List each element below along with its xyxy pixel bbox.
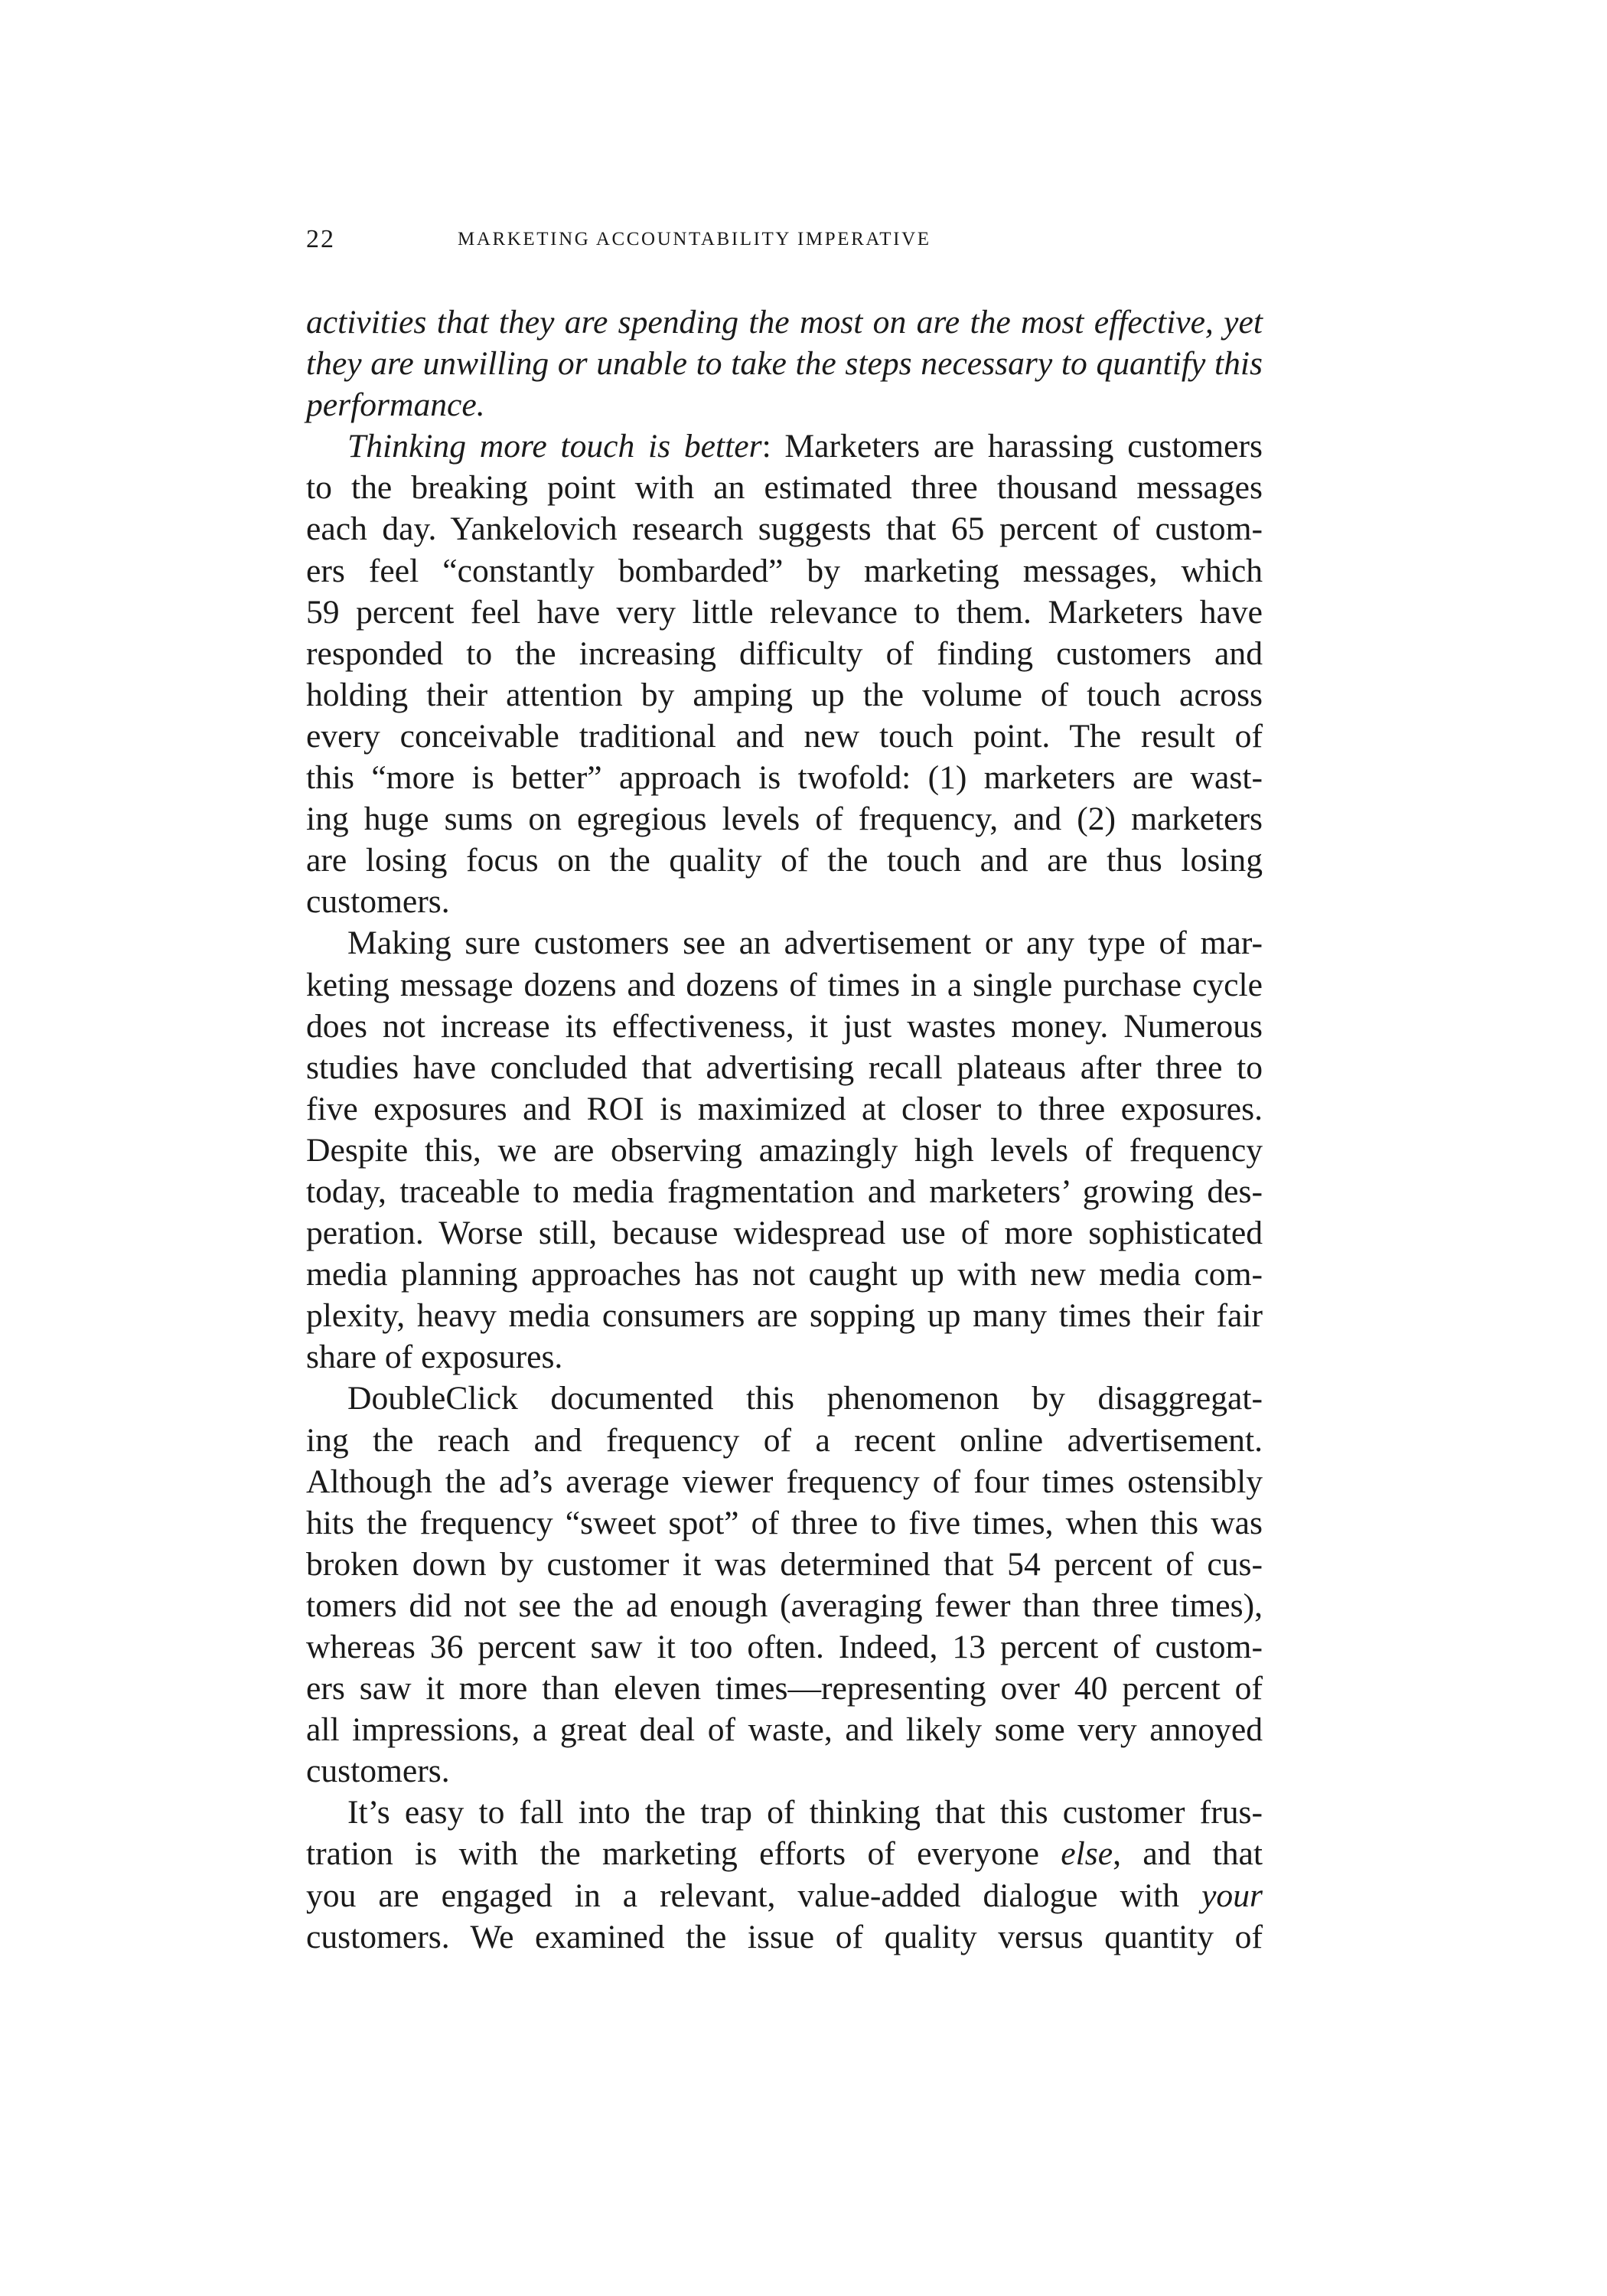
text-line: Despite this, we are observing amazingly high levels of frequency [306,1131,1263,1169]
text-line [306,1833,1263,1874]
text-run: you are engaged in a relevant, value-added dialogue with [306,1877,1202,1914]
text-line: broken down by customer it was determined that 54 percent of cus- [306,1545,1263,1583]
paragraph-3 [306,922,1263,1378]
text-line: customers. [306,1753,450,1790]
text-line: each day. Yankelovich research suggests that 65 percent of custom- [306,510,1263,548]
text-line: activities that they are spending the most on are the most effective, yet [306,304,1263,341]
text-line: plexity, heavy media consumers are sopping up many times their fair [306,1297,1263,1335]
text-line [306,426,1263,467]
text-line: to the breaking point with an estimated three thousand messages [306,469,1263,507]
text-line: customers. We examined the issue of quality versus quantity of [306,1918,1263,1955]
text-line: five exposures and ROI is maximized at closer to three exposures. [306,1090,1263,1127]
text-line: share of exposures. [306,1339,563,1376]
page-number: 22 [306,225,335,253]
emphasis: your [1201,1877,1263,1914]
paragraph-5 [306,1792,1263,1957]
text-line: ers saw it more than eleven times—representing over 40 percent of [306,1670,1263,1707]
text-line: they are unwilling or unable to take the steps necessary to quantify this [306,345,1263,383]
paragraph-4 [306,1378,1263,1792]
text-line: studies have concluded that advertising recall plateaus after three to [306,1049,1263,1086]
text-line: ing huge sums on egregious levels of frequency, and (2) marketers [306,801,1263,838]
text-line: hits the frequency “sweet spot” of three to five times, when this was [306,1504,1263,1541]
emphasis: else [1061,1835,1113,1873]
text-line: whereas 36 percent saw it too often. Indeed, 13 percent of custom- [306,1629,1263,1665]
text-line: today, traceable to media fragmentation and marketers’ growing des- [306,1172,1263,1210]
text-line [306,1875,1263,1916]
paragraph-2 [306,426,1263,922]
italic-run-in-heading: Thinking more touch is better [347,428,762,465]
text-line: It’s easy to fall into the trap of thinking that this customer frus- [347,1794,1263,1831]
text-line: Making sure customers see an advertisement or any type of mar- [347,925,1263,962]
text-line: media planning approaches has not caught up with new media com- [306,1256,1263,1293]
text-line: Although the ad’s average viewer frequency of four times ostensibly [306,1463,1263,1500]
text-line: ers feel “constantly bombarded” by marketing messages, which [306,552,1263,589]
text-line: DoubleClick documented this phenomenon by disaggregat- [347,1380,1263,1417]
text-line: keting message dozens and dozens of times in a single purchase cycle [306,966,1263,1003]
text-run: tration is with the marketing efforts of everyone [306,1835,1061,1873]
text-line: performance. [306,386,485,424]
text-line: tomers did not see the ad enough (averaging fewer than three times), [306,1587,1263,1624]
text-line: 59 percent feel have very little relevance to them. Marketers have [306,593,1263,631]
text-run: : Marketers are harassing customers [761,428,1263,465]
text-line: holding their attention by amping up the volume of touch across [306,676,1263,713]
running-title: MARKETING ACCOUNTABILITY IMPERATIVE [458,229,931,249]
paragraph-1 [306,302,1263,426]
body-text [306,302,1263,1958]
text-line: ing the reach and frequency of a recent online advertisement. [306,1421,1263,1459]
text-line: every conceivable traditional and new touch point. The result of [306,717,1263,755]
running-head [306,220,1263,259]
text-line: are losing focus on the quality of the touch and are thus losing [306,842,1263,879]
text-run: , and that [1113,1835,1263,1873]
text-line: responded to the increasing difficulty of finding customers and [306,634,1263,672]
text-line: peration. Worse still, because widespread use of more sophisticated [306,1215,1263,1252]
text-line: all impressions, a great deal of waste, and likely some very annoyed [306,1711,1263,1749]
text-line: customers. [306,883,450,921]
text-line: this “more is better” approach is twofold: (1) marketers are wast- [306,759,1263,797]
text-line: does not increase its effectiveness, it just wastes money. Numerous [306,1007,1263,1045]
